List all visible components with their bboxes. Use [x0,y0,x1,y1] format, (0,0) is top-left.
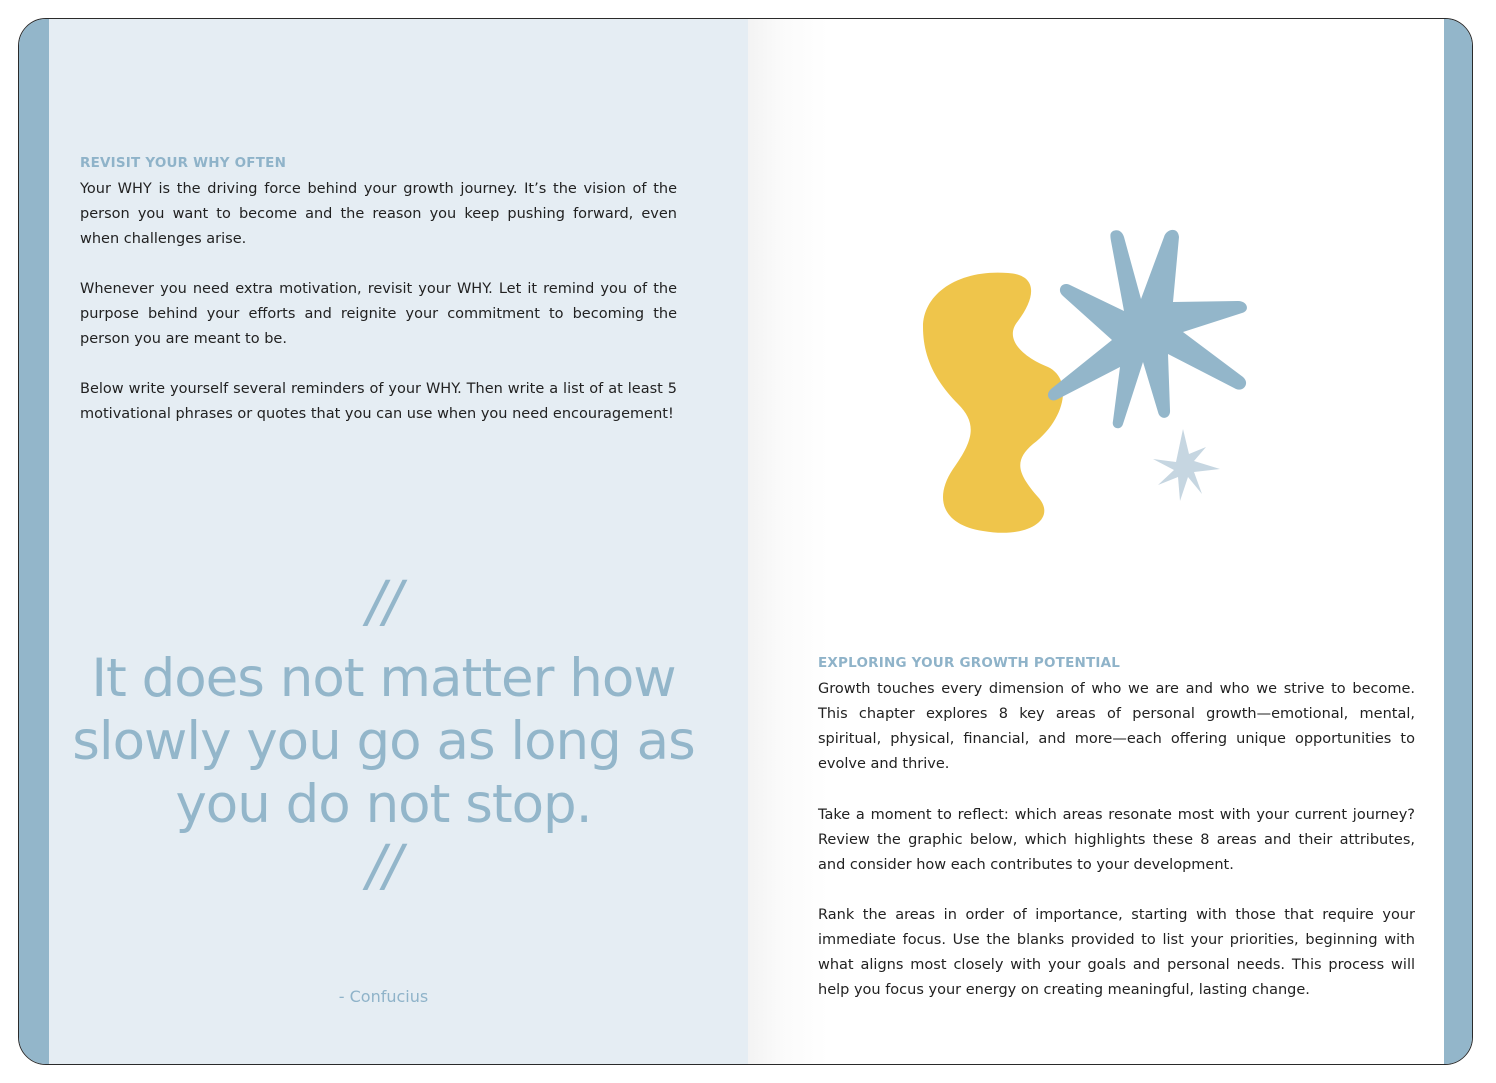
blue-star-large-shape [1048,230,1247,428]
left-paragraph-1: Your WHY is the driving force behind your growth journey. It’s the vision of the person you want to become and the reason you keep pushing forward, even when challenges arise. [80,181,677,247]
blue-star-small-shape [1153,429,1220,501]
left-page [49,19,748,1064]
book-spread [18,18,1473,1065]
quote-close-mark: // [366,834,401,899]
quote-attribution: - Confucius [338,987,429,1006]
right-paragraph-2: Take a moment to reflect: which areas resonate most with your current journey? Review the graphic below, which highlights these 8 areas and their attributes, and consider how each contributes to your development. [818,807,1415,873]
right-page [748,19,1446,1064]
left-spine-band [19,19,49,1064]
right-page-heading: EXPLORING YOUR GROWTH POTENTIAL [818,655,1121,671]
left-paragraph-2: Whenever you need extra motivation, revisit your WHY. Let it remind you of the purpose behind your efforts and reignite your commitment to becoming the person you are meant to be. [80,281,677,347]
right-paragraph-3: Rank the areas in order of importance, starting with those that require your immediate focus. Use the blanks provided to list your priorities, beginning with what aligns most closely with your goals and personal needs. This process will help you focus your energy on creating meaningful, lasting change. [818,907,1415,998]
quote-text: It does not matter how slowly you go as long as you do not stop. [72,648,695,835]
yellow-blob-shape [923,273,1063,533]
left-paragraph-3: Below write yourself several reminders of your WHY. Then write a list of at least 5 motivational phrases or quotes that you can use when you need encouragement! [80,381,677,422]
left-page-heading: REVISIT YOUR WHY OFTEN [80,155,287,171]
right-spine-band [1444,19,1472,1064]
quote-open-mark: // [366,570,401,635]
right-paragraph-1: Growth touches every dimension of who we are and who we strive to become. This chapter explores 8 key areas of personal growth—emotional, mental, spiritual, physical, financial, and more—each offering unique opportunities to evolve and thrive. [818,681,1415,772]
decorative-illustration [898,199,1298,559]
